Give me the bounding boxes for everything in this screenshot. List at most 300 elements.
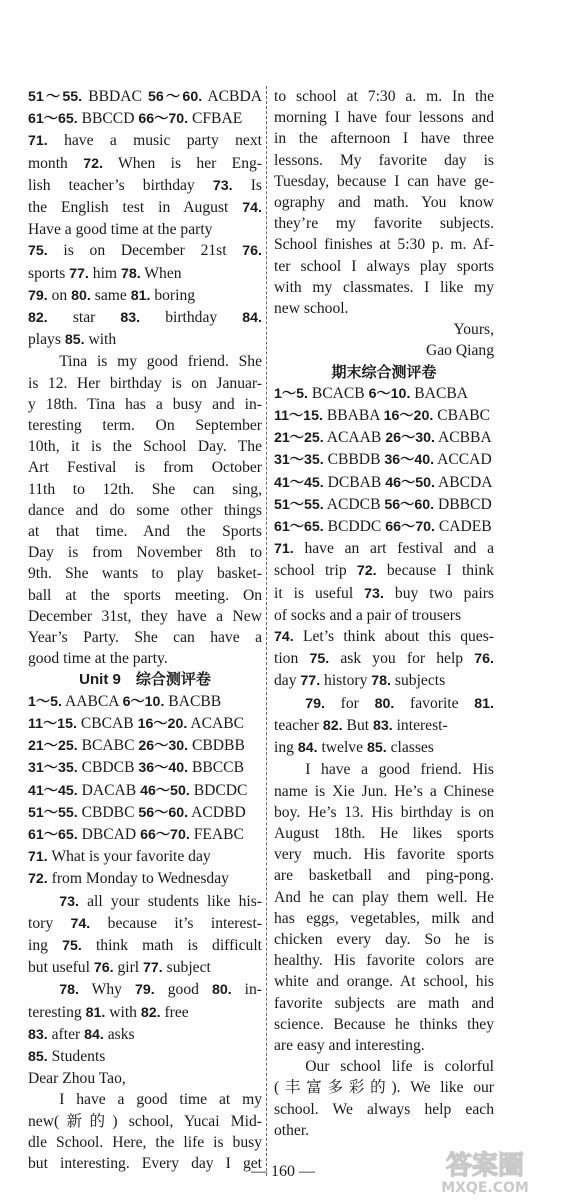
text-line xyxy=(28,627,262,648)
answer-text: ACCAD xyxy=(434,451,492,469)
answer-text: because I think xyxy=(376,562,494,580)
text-line xyxy=(274,449,494,471)
answer-text: I have a good friend. His xyxy=(305,761,494,779)
answer-text: are easy and interesting. xyxy=(274,1036,425,1054)
answer-text: other. xyxy=(274,1121,310,1139)
answer-text: ACDBD xyxy=(188,803,246,821)
question-number: 66～70. xyxy=(385,519,435,536)
answer-text: Art Festival is from October xyxy=(28,459,262,477)
text-line xyxy=(28,373,262,394)
question-number: 78. xyxy=(371,673,392,690)
text-line xyxy=(28,108,262,130)
answer-text: boy. He’s 13. His birthday is on xyxy=(274,803,494,821)
text-line xyxy=(274,971,494,992)
question-number: 80. xyxy=(374,695,395,712)
question-number: 78. xyxy=(120,265,141,282)
question-number: 66～70. xyxy=(140,826,190,843)
text-line xyxy=(28,351,262,372)
question-number: 76. xyxy=(474,651,494,668)
answer-text: FEABC xyxy=(189,825,244,843)
answer-text: for xyxy=(324,694,375,712)
text-line xyxy=(274,737,494,759)
answer-text: is on December 21st xyxy=(47,242,243,260)
answer-text: ask you for help xyxy=(329,650,475,668)
answer-text: free xyxy=(160,1003,189,1021)
answer-text: CFBAE xyxy=(188,110,243,128)
answer-text: ACBBA xyxy=(434,429,492,447)
text-line xyxy=(28,824,262,846)
text-line xyxy=(274,626,494,648)
answer-text: new school. xyxy=(274,300,349,318)
answer-column-right xyxy=(274,86,494,1141)
text-line xyxy=(28,868,262,890)
answer-text: When xyxy=(140,264,182,282)
answer-text: have a music party next xyxy=(47,132,262,150)
text-line xyxy=(28,263,262,285)
answer-text: classes xyxy=(386,739,434,757)
text-line xyxy=(28,713,262,735)
question-number: 80. xyxy=(71,287,91,304)
text-line xyxy=(274,298,494,319)
text-line xyxy=(274,823,494,844)
question-number: 72. xyxy=(83,155,103,172)
question-number: 75. xyxy=(309,651,330,668)
question-number: 6～10. xyxy=(122,693,165,710)
answer-text: on xyxy=(47,286,72,304)
question-number: 71. xyxy=(28,133,48,150)
answer-text: school. We always help each xyxy=(274,1100,494,1118)
text-line xyxy=(274,993,494,1014)
question-number: 85. xyxy=(366,740,387,757)
answer-text: But xyxy=(342,716,373,734)
question-number: 79. xyxy=(134,982,155,999)
answer-text: science. Because he thinks they xyxy=(274,1015,494,1033)
answer-text: boring xyxy=(150,286,196,304)
answer-text: from Monday to Wednesday xyxy=(47,870,229,888)
answer-text: lish teacher’s birthday xyxy=(28,176,213,194)
text-line xyxy=(274,472,494,494)
answer-text: DBBCD xyxy=(434,495,492,513)
text-line xyxy=(274,538,494,560)
question-number: 78. xyxy=(59,982,79,999)
question-number: 51～55. xyxy=(28,89,83,105)
answer-text: ACDCB xyxy=(323,495,385,513)
answer-text: star xyxy=(47,309,121,327)
answer-text: ABCDA xyxy=(434,473,493,491)
answer-text: sports xyxy=(28,264,70,282)
answer-text: CBABC xyxy=(433,407,491,425)
text-line xyxy=(274,1120,494,1141)
answer-text: CBDCB xyxy=(77,759,139,777)
answer-text: asks xyxy=(103,1025,135,1043)
text-line xyxy=(274,1035,494,1056)
text-line xyxy=(28,846,262,868)
answer-text: girl xyxy=(113,959,144,977)
answer-text: BCDDC xyxy=(323,518,386,536)
question-number: 6～10. xyxy=(368,385,411,402)
text-line xyxy=(274,340,494,361)
answer-text: healthy. His favorite colors are xyxy=(274,952,494,970)
text-line xyxy=(274,171,494,192)
question-number: 71. xyxy=(274,541,294,558)
question-number: 61～65. xyxy=(274,519,324,536)
answer-text: all your students like his- xyxy=(78,892,262,910)
answer-text: Gao Qiang xyxy=(426,342,494,360)
text-line xyxy=(28,757,262,779)
answer-text: CBBDB xyxy=(323,451,385,469)
answer-text: AABCA xyxy=(61,692,123,710)
answer-text: Tina is my good friend. She xyxy=(59,353,262,371)
text-line xyxy=(28,1132,262,1153)
text-line xyxy=(274,192,494,213)
question-number: 75. xyxy=(62,937,82,954)
question-number: 84. xyxy=(297,740,318,757)
text-line xyxy=(28,457,262,478)
text-line xyxy=(274,405,494,427)
text-line xyxy=(28,394,262,415)
answer-text: day xyxy=(274,672,301,690)
question-number: 72. xyxy=(28,871,48,888)
question-number: 83. xyxy=(372,717,393,734)
answer-text: buy two pairs xyxy=(383,584,494,602)
answer-text: y 18th. Tina has a busy and in- xyxy=(28,395,262,413)
answer-text: 期末综合测评卷 xyxy=(331,363,437,381)
text-line xyxy=(28,585,262,606)
question-number: 74. xyxy=(274,629,294,646)
text-line xyxy=(274,693,494,715)
answer-text: with xyxy=(84,331,117,349)
answer-text: 9th. She wants to play basket- xyxy=(28,565,262,583)
text-line xyxy=(28,913,262,935)
answer-text: favorite xyxy=(394,694,475,712)
text-line xyxy=(28,648,262,669)
answer-text: DCBAB xyxy=(323,473,386,491)
answer-text: CADEB xyxy=(434,518,492,536)
text-line xyxy=(28,691,262,713)
question-number: 1～5. xyxy=(28,693,62,710)
answer-text: is 12. Her birthday is on Januar- xyxy=(28,374,262,392)
question-number: 16～20. xyxy=(383,408,434,425)
section-heading xyxy=(274,362,494,383)
answer-text: tory xyxy=(28,914,71,932)
question-number: 76. xyxy=(93,960,114,977)
text-line xyxy=(28,979,262,1001)
answer-text: to school at 7:30 a. m. In the xyxy=(274,88,494,105)
text-line xyxy=(274,802,494,823)
text-line xyxy=(274,1056,494,1077)
answer-text: Is xyxy=(232,176,262,194)
answer-text: at that time. And the Sports xyxy=(28,523,262,541)
question-number: 72. xyxy=(356,563,377,580)
question-number: 74. xyxy=(70,915,91,932)
text-line xyxy=(28,153,262,175)
answer-text: tion xyxy=(274,650,310,668)
answer-text: Have a good time at the party xyxy=(28,221,213,239)
question-number: 73. xyxy=(212,177,233,194)
question-number: 36～40. xyxy=(384,452,435,469)
text-line xyxy=(274,781,494,802)
answer-text: BDCDC xyxy=(189,781,248,799)
answer-text: Students xyxy=(47,1047,106,1065)
answer-text: interest- xyxy=(392,716,448,734)
question-number: 36～40. xyxy=(138,760,189,777)
question-number: 77. xyxy=(69,265,89,282)
answer-text: Tuesday, because I can have ge- xyxy=(274,172,494,190)
text-line xyxy=(274,1014,494,1035)
text-line xyxy=(274,560,494,582)
answer-text: BBDAC xyxy=(82,88,149,105)
text-line xyxy=(28,307,262,329)
question-number: 83. xyxy=(28,1026,48,1043)
answer-text: white and orange. At school, his xyxy=(274,973,494,991)
question-number: 85. xyxy=(64,332,85,349)
question-number: 81. xyxy=(85,1004,106,1021)
answer-text: good time at the party. xyxy=(28,650,168,668)
question-number: 46～50. xyxy=(385,474,435,491)
text-line xyxy=(28,606,262,627)
text-line xyxy=(274,670,494,692)
question-number: 21～25. xyxy=(274,430,324,447)
watermark-logo xyxy=(410,1146,560,1196)
question-number: 79. xyxy=(305,695,325,712)
question-number: 61～65. xyxy=(28,111,78,128)
question-number: 56～60. xyxy=(384,496,435,513)
question-number: 84. xyxy=(84,1026,104,1043)
text-line xyxy=(28,240,262,262)
text-line xyxy=(28,175,262,197)
text-line xyxy=(274,908,494,929)
text-line xyxy=(274,494,494,516)
text-line xyxy=(28,735,262,757)
question-number: 26～30. xyxy=(385,430,435,447)
question-number: 46～50. xyxy=(140,782,190,799)
text-line xyxy=(28,130,262,152)
answer-text: ACABC xyxy=(187,714,245,732)
question-number: 41～45. xyxy=(28,782,78,799)
answer-text: with my classmates. I like my xyxy=(274,278,494,296)
answer-text: chicken every day. So he is xyxy=(274,930,494,948)
text-line xyxy=(28,542,262,563)
text-line xyxy=(274,865,494,886)
answer-text: favorite subjects are math and xyxy=(274,994,494,1012)
text-line xyxy=(274,128,494,149)
answer-text: the English test in August xyxy=(28,199,243,217)
text-line xyxy=(28,1068,262,1089)
answer-text: 11th to 12th. She can sing, xyxy=(28,480,262,498)
text-line xyxy=(274,319,494,340)
question-number: 71. xyxy=(28,849,48,866)
answer-text: BACBB xyxy=(164,692,222,710)
text-line xyxy=(28,86,262,108)
answer-text: Let’s think about this ques- xyxy=(293,628,494,646)
answer-text: Day is from November 8th to xyxy=(28,544,262,562)
text-line xyxy=(28,436,262,457)
answer-text: teresting xyxy=(28,1003,86,1021)
question-number: 31～35. xyxy=(274,452,324,469)
answer-text: month xyxy=(28,154,84,172)
text-line xyxy=(28,957,262,979)
question-number: 16～20. xyxy=(137,715,188,732)
question-number: 73. xyxy=(364,585,384,602)
text-line xyxy=(274,1099,494,1120)
answer-text: of socks and a pair of trousers xyxy=(274,606,462,624)
question-number: 26～30. xyxy=(138,738,189,755)
text-line xyxy=(274,383,494,405)
answer-text: dance and do some other things xyxy=(28,501,262,519)
answer-text: Yours, xyxy=(453,321,494,339)
question-number: 11～15. xyxy=(274,408,323,425)
answer-text: him xyxy=(88,264,121,282)
answer-text: BBCCB xyxy=(188,759,244,777)
answer-text: Year’s Party. She can have a xyxy=(28,629,262,647)
question-number: 84. xyxy=(242,310,262,327)
answer-text: What is your favorite day xyxy=(47,848,211,866)
answer-text: subject xyxy=(162,959,211,977)
text-line xyxy=(28,415,262,436)
question-number: 31～35. xyxy=(28,760,78,777)
answer-text: Why xyxy=(78,981,135,999)
question-number: 73. xyxy=(59,893,79,910)
text-line xyxy=(274,583,494,605)
answer-text: in the afternoon I have three xyxy=(274,130,494,148)
answer-text: BCACB xyxy=(307,384,369,402)
column-divider xyxy=(266,86,267,1176)
answer-text: morning I have four lessons and xyxy=(274,109,494,127)
question-number: 77. xyxy=(300,673,321,690)
text-line xyxy=(274,605,494,626)
text-line xyxy=(274,715,494,737)
answer-text: ter school I always play sports xyxy=(274,257,494,275)
answer-text: ACAAB xyxy=(323,429,386,447)
answer-text: DACAB xyxy=(77,781,141,799)
answer-text: after xyxy=(47,1025,85,1043)
question-number: 11～15. xyxy=(28,715,77,732)
question-number: 51～55. xyxy=(28,804,78,821)
answer-text: ball at the sports meeting. On xyxy=(28,586,262,604)
text-line xyxy=(274,950,494,971)
answer-text: I have a good time at my xyxy=(59,1091,262,1109)
question-number: 82. xyxy=(322,717,343,734)
answer-text: dle School. Here, the life is busy xyxy=(28,1133,262,1151)
watermark-text-bottom: MXQE.COM xyxy=(441,1180,529,1196)
text-line xyxy=(274,277,494,298)
text-line xyxy=(28,285,262,307)
question-number: 85. xyxy=(28,1048,48,1065)
text-line xyxy=(28,1089,262,1110)
answer-text: it is useful xyxy=(274,584,365,602)
answer-text: December 31st, they have a New xyxy=(28,607,262,625)
text-line xyxy=(274,107,494,128)
answer-text: good xyxy=(154,981,212,999)
text-line xyxy=(274,1077,494,1098)
watermark-text-top: 答案圈 xyxy=(445,1151,525,1181)
answer-text: but useful xyxy=(28,959,94,977)
answer-text: ing xyxy=(28,936,63,954)
text-line xyxy=(28,891,262,913)
text-line xyxy=(274,234,494,255)
answer-text: And he can play them well. He xyxy=(274,888,494,906)
text-line xyxy=(28,197,262,219)
answer-text: think math is difficult xyxy=(81,936,262,954)
text-line xyxy=(274,213,494,234)
answer-text: subjects xyxy=(391,672,446,690)
text-line xyxy=(28,780,262,802)
answer-text: CBCAB xyxy=(76,714,138,732)
answer-text: (丰富多彩的). We like our xyxy=(274,1079,494,1097)
question-number: 74. xyxy=(242,200,262,217)
question-number: 75. xyxy=(28,243,48,260)
answer-text: are basketball and ping-pong. xyxy=(274,867,494,885)
text-line xyxy=(28,1111,262,1132)
answer-text: DBCAD xyxy=(77,825,141,843)
text-line xyxy=(274,516,494,538)
answer-text: BBCCD xyxy=(77,110,139,128)
answer-text: plays xyxy=(28,331,65,349)
text-line xyxy=(28,1002,262,1024)
question-number: 76. xyxy=(242,243,262,260)
answer-text: When is her Eng- xyxy=(102,154,262,172)
answer-text: twelve xyxy=(317,739,367,757)
answer-text: teacher xyxy=(274,716,323,734)
answer-text: ACBDA xyxy=(202,88,262,105)
answer-column-left xyxy=(28,86,262,1174)
question-number: 81. xyxy=(474,695,494,712)
answer-text: teresting term. On September xyxy=(28,417,262,435)
answer-text: 10th, it is the School Day. The xyxy=(28,438,262,456)
text-line xyxy=(274,929,494,950)
text-line xyxy=(274,887,494,908)
answer-text: birthday xyxy=(140,309,243,327)
answer-text: history xyxy=(320,672,372,690)
question-number: 82. xyxy=(140,1004,161,1021)
answer-text: BACBA xyxy=(410,384,469,402)
question-number: 56～60. xyxy=(138,804,189,821)
question-number: 81. xyxy=(130,287,151,304)
question-number: 61～65. xyxy=(28,826,78,843)
answer-text: in- xyxy=(231,981,263,999)
answer-text: August 18th. He likes sports xyxy=(274,824,494,842)
section-heading xyxy=(28,669,262,690)
answer-text: have an art festival and a xyxy=(293,540,494,558)
text-line xyxy=(28,219,262,240)
answer-text: they’re my favorite subjects. xyxy=(274,215,494,233)
question-number: 80. xyxy=(211,982,232,999)
page-number: — 160 — xyxy=(251,1163,315,1180)
question-number: 77. xyxy=(143,960,163,977)
text-line xyxy=(274,427,494,449)
answer-text: but interesting. Every day I get xyxy=(28,1154,262,1172)
text-line xyxy=(28,521,262,542)
question-number: 56～60. xyxy=(148,89,203,105)
text-line xyxy=(274,256,494,277)
answer-text: Dear Zhou Tao, xyxy=(28,1070,126,1088)
answer-text: has eggs, vegetables, milk and xyxy=(274,909,494,927)
answer-text: with xyxy=(105,1003,141,1021)
answer-text: BBABA xyxy=(322,407,384,425)
answer-text: very much. His favorite sports xyxy=(274,846,494,864)
text-line xyxy=(28,802,262,824)
text-line xyxy=(28,479,262,500)
text-line xyxy=(274,150,494,171)
answer-text: because it’s interest- xyxy=(90,914,262,932)
question-number: 83. xyxy=(120,310,141,327)
text-line xyxy=(274,86,494,107)
question-number: 51～55. xyxy=(274,496,324,513)
answer-text: school trip xyxy=(274,562,357,580)
text-line xyxy=(274,759,494,780)
answer-text: new(新的) school, Yucai Mid- xyxy=(28,1112,262,1130)
answer-text: CBDBC xyxy=(77,803,139,821)
